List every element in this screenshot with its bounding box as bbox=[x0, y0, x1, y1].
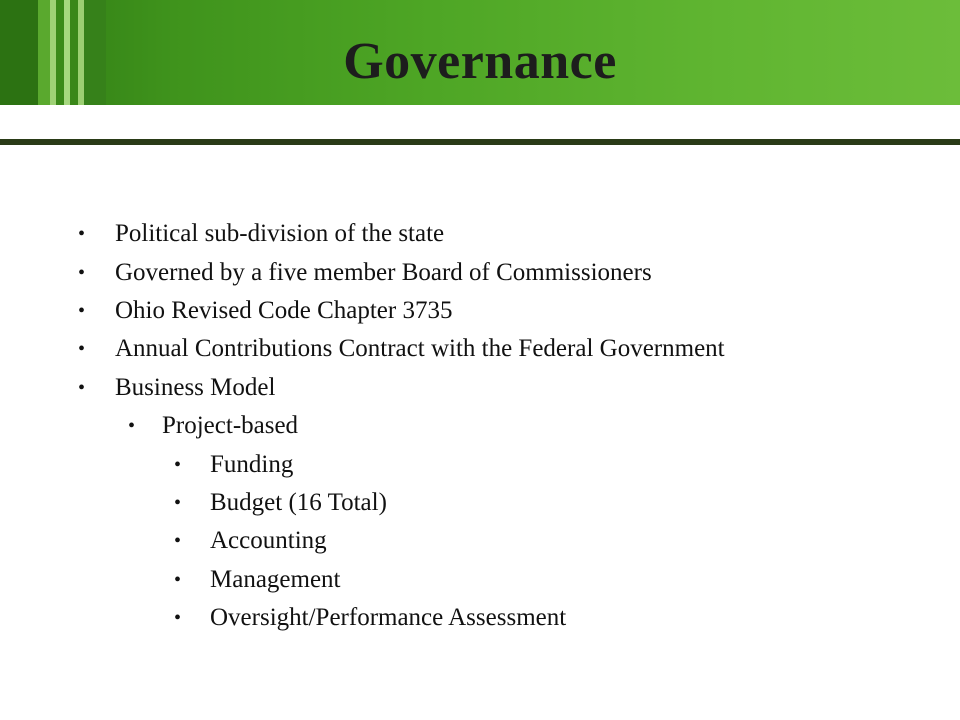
bullet-icon: • bbox=[174, 569, 182, 591]
list-item: Governed by a five member Board of Commissioners bbox=[115, 259, 652, 286]
list-item: Management bbox=[210, 566, 341, 593]
header-rule bbox=[0, 139, 960, 145]
list-item: Project-based bbox=[162, 412, 299, 439]
bullet-icon: • bbox=[174, 607, 182, 629]
bullet-icon: • bbox=[128, 415, 136, 437]
list-item: Budget (16 Total) bbox=[210, 489, 387, 516]
list-item: Oversight/Performance Assessment bbox=[210, 604, 567, 631]
list-item: Annual Contributions Contract with the Federal Government bbox=[115, 335, 725, 362]
bullet-icon: • bbox=[78, 300, 86, 322]
bullet-icon: • bbox=[78, 338, 86, 360]
bullet-icon: • bbox=[174, 454, 182, 476]
header-gap bbox=[0, 105, 960, 139]
bullet-icon: • bbox=[78, 377, 86, 399]
list-item: Ohio Revised Code Chapter 3735 bbox=[115, 297, 453, 324]
bullet-icon: • bbox=[174, 530, 182, 552]
list-item: Political sub-division of the state bbox=[115, 220, 445, 247]
bullet-icon: • bbox=[78, 262, 86, 284]
list-item: Funding bbox=[210, 451, 294, 478]
bullet-icon: • bbox=[174, 492, 182, 514]
bullet-icon: • bbox=[78, 223, 86, 245]
list-item: Business Model bbox=[115, 374, 276, 401]
list-item: Accounting bbox=[210, 527, 327, 554]
slide-title: Governance bbox=[343, 33, 617, 90]
header-banner bbox=[0, 0, 960, 105]
